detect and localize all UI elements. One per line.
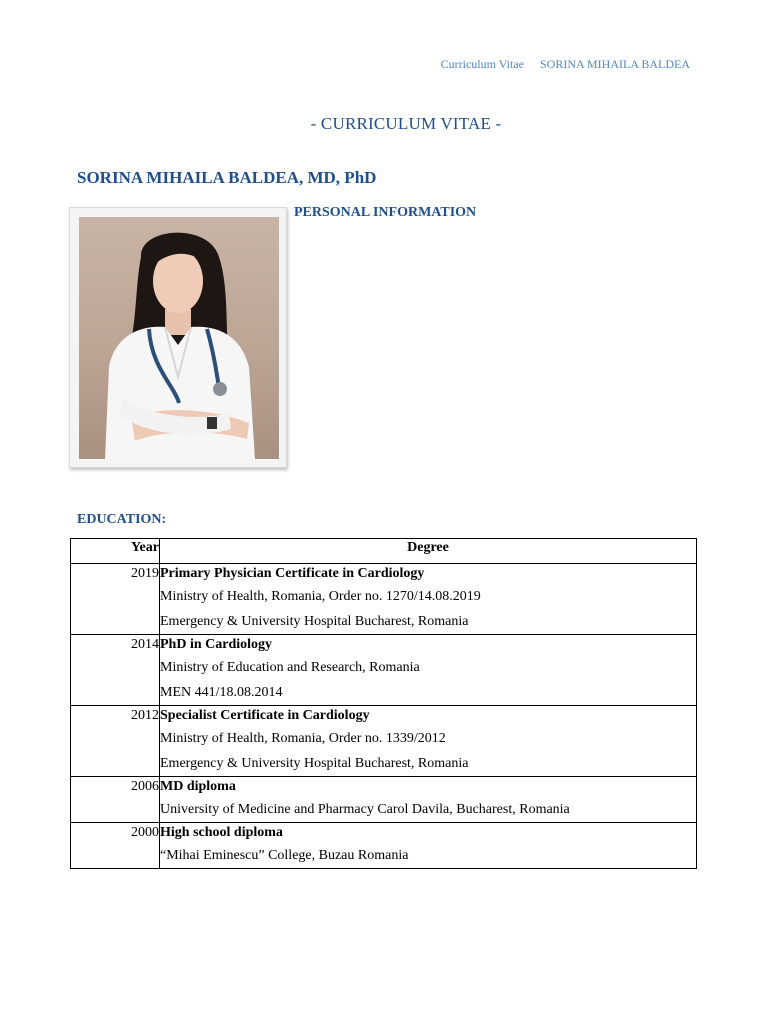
degree-title: High school diploma: [160, 825, 283, 840]
degree-detail: Ministry of Health, Romania, Order no. 1339/2012: [160, 731, 446, 746]
row-degree: [160, 635, 697, 706]
degree-detail: MEN 441/18.08.2014: [160, 685, 283, 700]
row-year: 2000: [71, 823, 160, 869]
column-header-year: Year: [71, 539, 160, 564]
column-header-degree: Degree: [160, 539, 697, 564]
degree-detail: Emergency & University Hospital Bucharest, Romania: [160, 756, 469, 771]
degree-title: MD diploma: [160, 779, 236, 794]
profile-photo: [79, 217, 279, 459]
degree-detail: Emergency & University Hospital Bucharest, Romania: [160, 614, 469, 629]
header-label: Curriculum Vitae: [440, 57, 524, 71]
row-year: 2006: [71, 777, 160, 823]
education-table-header-row: [71, 539, 697, 564]
table-row: [71, 777, 697, 823]
document-title: - CURRICULUM VITAE -: [310, 114, 502, 133]
degree-detail: University of Medicine and Pharmacy Carol Davila, Bucharest, Romania: [160, 802, 570, 817]
education-table-body: [71, 564, 697, 869]
degree-title: Specialist Certificate in Cardiology: [160, 708, 370, 723]
running-header: [441, 57, 690, 72]
section-heading-personal-information: PERSONAL INFORMATION: [294, 205, 477, 220]
table-row: [71, 564, 697, 635]
table-row: [71, 635, 697, 706]
degree-title: Primary Physician Certificate in Cardiology: [160, 566, 425, 581]
person-name: SORINA MIHAILA BALDEA, MD, PhD: [77, 168, 377, 187]
row-year: 2019: [71, 564, 160, 635]
degree-detail: “Mihai Eminescu” College, Buzau Romania: [160, 848, 409, 863]
education-table: [70, 538, 697, 869]
row-degree: [160, 564, 697, 635]
table-row: [71, 823, 697, 869]
section-heading-education: EDUCATION:: [77, 512, 167, 527]
header-name: SORINA MIHAILA BALDEA: [540, 57, 690, 71]
row-year: 2012: [71, 706, 160, 777]
row-degree: [160, 706, 697, 777]
degree-detail: Ministry of Health, Romania, Order no. 1270/14.08.2019: [160, 589, 481, 604]
table-row: [71, 706, 697, 777]
profile-photo-frame: [69, 207, 287, 468]
row-degree: [160, 823, 697, 869]
row-degree: [160, 777, 697, 823]
row-year: 2014: [71, 635, 160, 706]
portrait-illustration: [79, 217, 279, 459]
degree-detail: Ministry of Education and Research, Romania: [160, 660, 420, 675]
degree-title: PhD in Cardiology: [160, 637, 273, 652]
